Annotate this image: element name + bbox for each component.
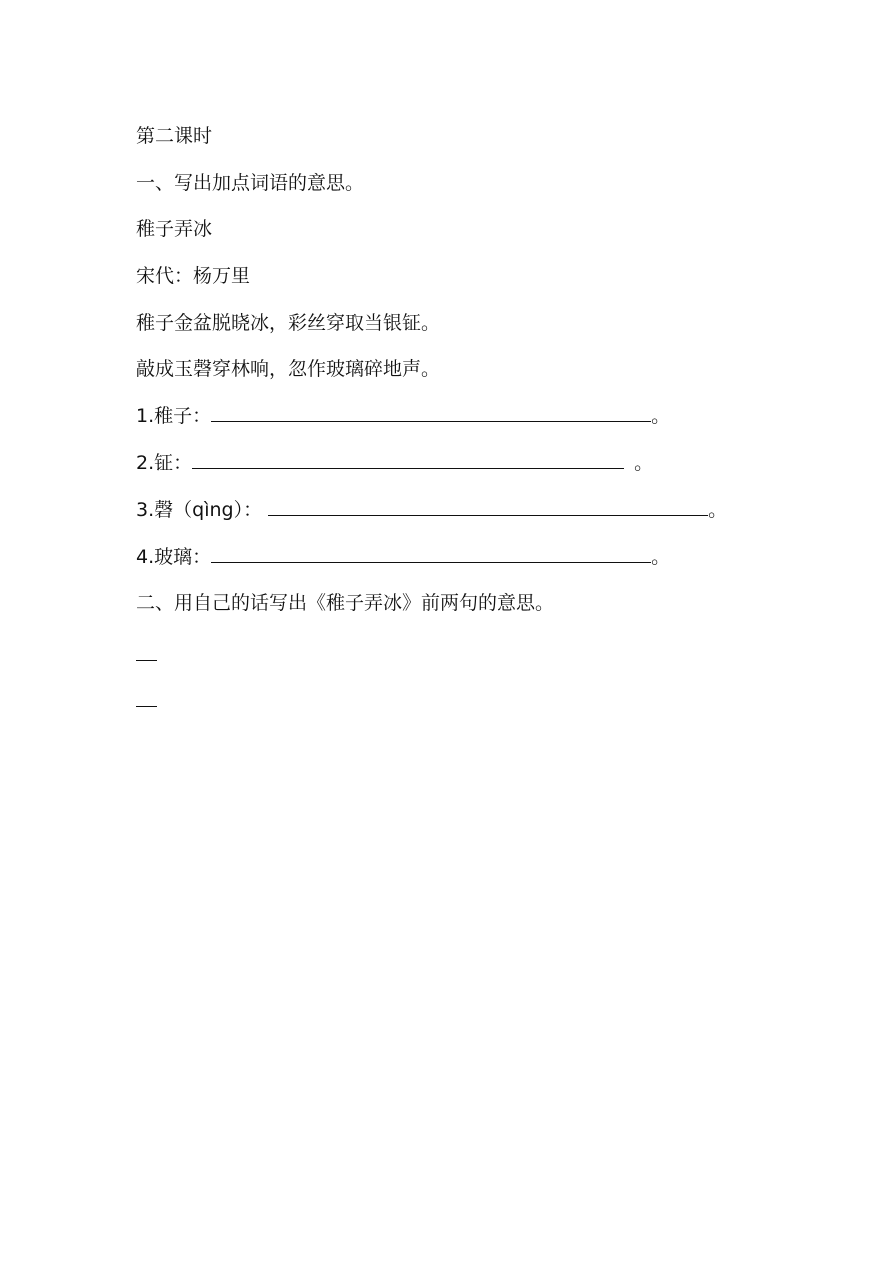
question-3-answer-blank[interactable] xyxy=(268,498,708,516)
question-2-end: 。 xyxy=(634,452,654,474)
section1-heading: 一、写出加点词语的意思。 xyxy=(136,172,365,194)
question-3 xyxy=(136,498,727,522)
question-1-answer-blank[interactable] xyxy=(211,404,651,422)
question-1-end: 。 xyxy=(651,405,671,427)
poem-line-1: 稚子金盆脱晓冰，彩丝穿取当银钲。 xyxy=(136,312,441,334)
question-3-end: 。 xyxy=(708,499,728,521)
question-4-answer-blank[interactable] xyxy=(211,545,651,563)
lesson-title: 第二课时 xyxy=(136,125,213,147)
question-4-end: 。 xyxy=(651,546,671,568)
question-2-answer-blank[interactable] xyxy=(192,451,624,469)
question-2 xyxy=(136,451,653,475)
question-4 xyxy=(136,545,670,569)
poem-line-2: 敲成玉磬穿林响，忽作玻璃碎地声。 xyxy=(136,358,441,380)
section2-heading: 二、用自己的话写出《稚子弄冰》前两句的意思。 xyxy=(136,592,555,614)
question-4-label: 4.玻璃： xyxy=(136,546,212,568)
poem-author: 宋代：杨万里 xyxy=(136,265,251,287)
poem-title: 稚子弄冰 xyxy=(136,218,213,240)
question-1-label: 1.稚子： xyxy=(136,405,212,427)
question-2-label: 2.钲： xyxy=(136,452,193,474)
question-3-label: 3.磬（qìng）： xyxy=(136,499,263,521)
question-1 xyxy=(136,404,670,428)
answer-line-1[interactable] xyxy=(136,660,157,661)
answer-line-2[interactable] xyxy=(136,706,157,707)
